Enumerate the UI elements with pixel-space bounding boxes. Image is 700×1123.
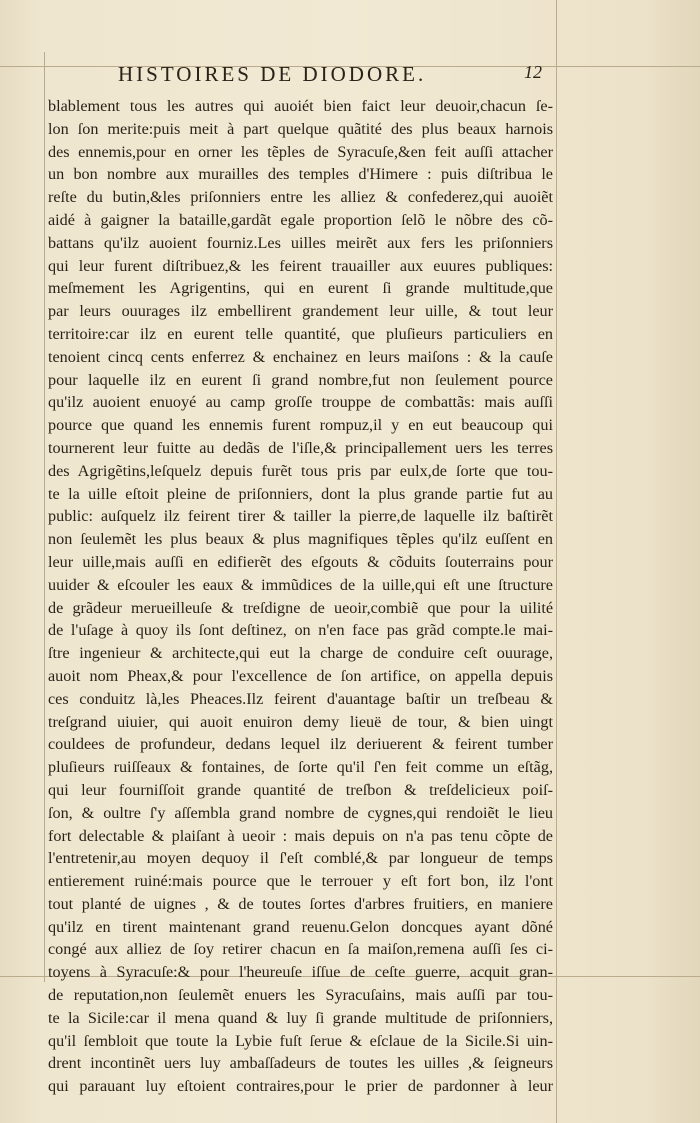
text-line: tout planté de uignes , & de toutes ſortes d'arbres fruitiers, en maniere — [48, 894, 553, 913]
text-line: meſmement les Agrigentins, qui en eurent ſi grande multitude,que — [48, 279, 553, 298]
text-line: non ſeulemẽt les plus beaux & plus magnifiques tẽples qu'ilz euſſent en — [48, 530, 553, 549]
text-line: pource que quand les ennemis furent rompuz,il y en eut beaucoup qui — [48, 416, 553, 435]
text-line: congé aux alliez de ſoy retirer chacun en ſa maiſon,remena auſſi ſes ci- — [48, 940, 553, 959]
text-line: aidé à gaigner la bataille,gardãt egale proportion ſelõ le nõbre des cõ- — [48, 210, 553, 229]
text-line: pluſieurs ruiſſeaux & fontaines, de ſorte qu'il ſ'en feit comme un eſtãg, — [48, 758, 553, 777]
text-line: ſtre ingenieur & architecte,qui eut la charge de conduire ceſt ouurage, — [48, 644, 553, 663]
text-line: l'entretenir,au moyen dequoy il ſ'eſt comblé,& par longueur de temps — [48, 849, 553, 868]
running-title: HISTOIRES DE DIODORE. — [118, 62, 427, 86]
text-line: lon ſon merite:puis meit à part quelque quãtité des plus beaux harnois — [48, 119, 553, 138]
text-line: de reputation,non ſeulemẽt enuers les Syracuſains, mais auſſi par tou- — [48, 986, 553, 1005]
text-line: fort delectable & plaiſant à ueoir : mais depuis on n'a pas tenu cõpte de — [48, 826, 553, 845]
text-line: battans qu'ilz auoient fourniz.Les uilles meirẽt aux fers les priſonniers — [48, 233, 553, 252]
text-line: uuider & eſcouler les eaux & immũdices de la uille,qui eſt une ſtructure — [48, 575, 553, 594]
text-line: leur uille,mais auſſi en edifierẽt des eſgouts & cõduits ſouterrains pour — [48, 552, 553, 571]
text-line: drent incontinẽt uers luy ambaſſadeurs de toutes les uilles ,& ſeigneurs — [48, 1054, 553, 1073]
text-line: blablement tous les autres qui auoiét bien faict leur deuoir,chacun ſe- — [48, 97, 553, 115]
text-line: reſte du butin,&les priſonniers entre les alliez & confederez,qui auoiẽt — [48, 188, 553, 207]
page-header — [0, 62, 560, 92]
text-line: qui parauant luy eſtoient contraires,pour le prier de pardonner à leur — [48, 1077, 553, 1096]
text-line: des Agrigẽtins,leſquelz depuis furẽt tous pris par eulx,de ſorte que tou- — [48, 461, 553, 480]
left-guide-line — [44, 52, 45, 982]
text-line: public: auſquelz ilz feirent tirer & tailler la pierre,de laquelle ilz baſtirẽt — [48, 507, 553, 526]
text-line: de l'uſage à quoy ils ſont deſtinez, on n'en face pas grãd compte.le mai- — [48, 621, 553, 640]
text-line: tournerent leur fuitte au dedãs de l'iſle,& principallement uers les terres — [48, 438, 553, 457]
text-line: tenoient cincq cents enferrez & enchainez en leurs maiſons : & la cauſe — [48, 347, 553, 366]
text-line: qu'ilz en tirent maintenant grand reuenu.Gelon doncques ayant dõné — [48, 917, 553, 936]
text-line: couldees de profundeur, dedans lequel ilz deriuerent & feirent tumber — [48, 735, 553, 754]
text-line: entierement ruiné:mais pource que le terrouer y eſt fort bon, ilz l'ont — [48, 872, 553, 891]
text-line: ces conduitz là,les Pheaces.Ilz feirent d'auantage baſtir un treſbeau & — [48, 689, 553, 708]
text-line: qu'il ſembloit que toute la Lybie fuſt ſerue & eſclaue de la Sicile.Si uin- — [48, 1031, 553, 1050]
text-line: qui leur fourniſſoit grande quantité de treſbon & treſdelicieux poiſ- — [48, 780, 553, 799]
text-line: te la Sicile:car il mena quand & luy ſi grande multitude de priſonniers, — [48, 1008, 553, 1027]
text-line: pour laquelle ilz en eurent ſi grand nombre,fut non ſeulement pource — [48, 370, 553, 389]
text-line: un bon nombre aux murailles des temples d'Himere : puis diſtribua le — [48, 165, 553, 184]
text-line: treſgrand uiuier, qui auoit enuiron demy lieuë de tour, & bien uingt — [48, 712, 553, 731]
right-guide-line — [556, 0, 557, 1123]
page-number: 12 — [524, 62, 542, 82]
text-line: ſon, & oultre ſ'y aſſembla grand nombre de cygnes,qui rendoiẽt le lieu — [48, 803, 553, 822]
text-line: auoit nom Pheax,& pour l'excellence de ſon artifice, on appella depuis — [48, 666, 553, 685]
text-line: te la uille eſtoit pleine de priſonniers, dont la plus grande partie fut au — [48, 484, 553, 503]
text-line: par leurs ouurages ilz embellirent grandement leur uille, & tout leur — [48, 302, 553, 321]
text-line: qu'ilz auoient enuoyé au camp groſſe trouppe de combattãs: mais auſſi — [48, 393, 553, 412]
text-line: toyens à Syracuſe:& pour l'heureuſe iſſue de ceſte guerre, acquit gran- — [48, 963, 553, 982]
text-line: territoire:car ilz en eurent telle quantité, que pluſieurs particuliers en — [48, 324, 553, 343]
text-line: de grãdeur merueilleuſe & treſdigne de ueoir,combiẽ que pour la uilité — [48, 598, 553, 617]
text-line: des ennemis,pour en orner les tẽples de Syracuſe,&en feit auſſi attacher — [48, 142, 553, 161]
text-line: qui leur furent diſtribuez,& les feirent trauailler aux euures publiques: — [48, 256, 553, 275]
body-text — [48, 95, 553, 1098]
